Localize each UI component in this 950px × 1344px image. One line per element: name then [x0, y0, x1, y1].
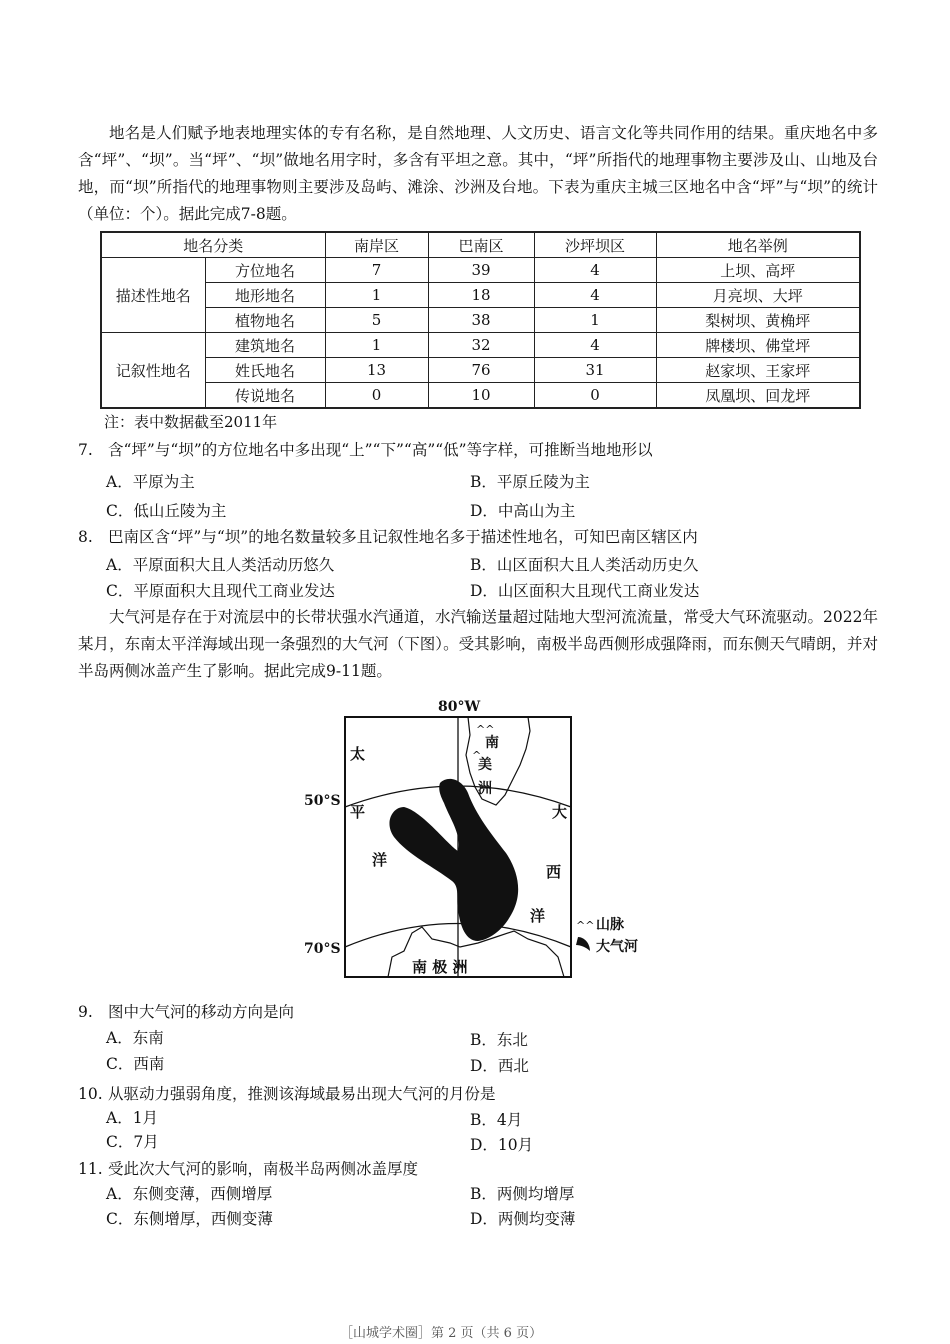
- mountain-icon: ^: [472, 749, 482, 762]
- group-narrative: 记叙性地名: [101, 333, 205, 409]
- cell-shapingba: 4: [534, 258, 656, 283]
- question-9-stem: 9. 图中大气河的移动方向是向: [78, 1003, 295, 1021]
- header-nanan: 南岸区: [325, 232, 428, 258]
- cell-shapingba: 4: [534, 333, 656, 358]
- header-examples: 地名举例: [656, 232, 860, 258]
- cell-shapingba: 1: [534, 308, 656, 333]
- row-type: 方位地名: [205, 258, 325, 283]
- q11-option-b: B．两侧均增厚: [470, 1185, 575, 1203]
- row-type: 地形地名: [205, 283, 325, 308]
- row-type: 植物地名: [205, 308, 325, 333]
- cell-nanan: 5: [325, 308, 428, 333]
- row-type: 姓氏地名: [205, 358, 325, 383]
- q7-option-d: D．中高山为主: [470, 502, 576, 520]
- q7-option-a: A．平原为主: [106, 473, 195, 491]
- label-50s: 50°S: [304, 793, 341, 809]
- cell-nanan: 1: [325, 333, 428, 358]
- question-11-stem: 11. 受此次大气河的影响，南极半岛两侧冰盖厚度: [78, 1160, 419, 1178]
- q10-option-a: A．1月: [106, 1109, 159, 1127]
- cell-banan: 39: [428, 258, 534, 283]
- cell-nanan: 0: [325, 383, 428, 409]
- label-pacific-2: 平: [350, 803, 366, 821]
- label-atlantic-2: 西: [546, 863, 562, 881]
- table-row: [101, 258, 860, 283]
- cell-banan: 10: [428, 383, 534, 409]
- q7-option-c: C．低山丘陵为主: [106, 502, 227, 520]
- table-row: [101, 308, 860, 333]
- header-shapingba: 沙坪坝区: [534, 232, 656, 258]
- q8-option-b: B．山区面积大且人类活动历史久: [470, 556, 699, 574]
- cell-example: 上坝、高坪: [656, 258, 860, 283]
- q8-option-c: C．平原面积大且现代工商业发达: [106, 582, 335, 600]
- cell-example: 凤凰坝、回龙坪: [656, 383, 860, 409]
- question-8-stem: 8. 巴南区含“坪”与“坝”的地名数量较多且记叙性地名多于描述性地名，可知巴南区辖区内: [78, 528, 698, 546]
- label-atlantic-1: 大: [552, 803, 568, 821]
- q9-option-d: D．西北: [470, 1057, 529, 1075]
- table-header-row: [101, 232, 860, 258]
- table-row: [101, 283, 860, 308]
- intro-paragraph-atmospheric-river: 大气河是存在于对流层中的长带状强水汽通道，水汽输送量超过陆地大型河流流量，常受大气环流驱动。2022年某月，东南太平洋海域出现一条强烈的大气河（下图）。受其影响，南极半岛西侧形成强降雨，而东侧天气晴朗，并对半岛两侧冰盖产生了影响。据此完成9-11题。: [78, 608, 878, 680]
- cell-example: 梨树坝、黄桷坪: [656, 308, 860, 333]
- table-row: [101, 333, 860, 358]
- table-row: [101, 383, 860, 409]
- question-7-stem: 7. 含“坪”与“坝”的方位地名中多出现“上”“下”“高”“低”等字样，可推断当地地形以: [78, 441, 653, 459]
- q10-option-c: C．7月: [106, 1133, 159, 1151]
- q11-option-d: D．两侧均变薄: [470, 1210, 576, 1228]
- header-banan: 巴南区: [428, 232, 534, 258]
- q9-option-a: A．东南: [106, 1029, 164, 1047]
- legend-mountain-label: 山脉: [596, 917, 624, 933]
- label-pacific-3: 洋: [372, 851, 388, 869]
- intro-paragraph-place-names: 地名是人们赋予地表地理实体的专有名称，是自然地理、人文历史、语言文化等共同作用的结果。重庆地名中多含“坪”、“坝”。当“坪”、“坝”做地名用字时，多含有平坦之意。其中，“坪”所指代的地理事物主要涉及山、山地及台地，而“坝”所指代的地理事物则主要涉及岛屿、滩涂、沙洲及台地。下表为重庆主城三区地名中含“坪”与“坝”的统计（单位：个）。据此完成7-8题。: [78, 124, 878, 223]
- legend-mountain-icon: ^^: [576, 919, 595, 932]
- label-pacific-1: 太: [350, 745, 366, 763]
- q8-option-d: D．山区面积大且现代工商业发达: [470, 582, 700, 600]
- cell-shapingba: 31: [534, 358, 656, 383]
- row-type: 建筑地名: [205, 333, 325, 358]
- cell-example: 月亮坝、大坪: [656, 283, 860, 308]
- cell-banan: 32: [428, 333, 534, 358]
- label-80w: 80°W: [438, 699, 481, 715]
- q10-option-d: D．10月: [470, 1136, 534, 1154]
- cell-nanan: 1: [325, 283, 428, 308]
- cell-banan: 18: [428, 283, 534, 308]
- atmospheric-river-map: [300, 695, 660, 985]
- label-samerica-1: 南: [485, 735, 499, 751]
- cell-example: 牌楼坝、佛堂坪: [656, 333, 860, 358]
- q8-option-a: A．平原面积大且人类活动历悠久: [106, 556, 335, 574]
- place-name-statistics-table: [100, 231, 861, 409]
- cell-nanan: 13: [325, 358, 428, 383]
- label-samerica-2: 美: [478, 757, 492, 773]
- q9-option-b: B．东北: [470, 1031, 528, 1049]
- q11-option-c: C．东侧增厚，西侧变薄: [106, 1210, 273, 1228]
- page-footer: ［山城学术圈］第 2 页（共 6 页）: [340, 1326, 543, 1341]
- label-atlantic-3: 洋: [530, 907, 546, 925]
- legend-river-label: 大气河: [596, 939, 638, 955]
- question-10-stem: 10. 从驱动力强弱角度，推测该海域最易出现大气河的月份是: [78, 1085, 496, 1103]
- cell-nanan: 7: [325, 258, 428, 283]
- cell-banan: 76: [428, 358, 534, 383]
- label-antarctica: 南 极 洲: [412, 958, 468, 976]
- label-samerica-3: 洲: [478, 781, 492, 797]
- legend-river-icon: [576, 937, 590, 951]
- q7-option-b: B．平原丘陵为主: [470, 473, 590, 491]
- table-note: 注：表中数据截至2011年: [104, 413, 278, 431]
- table-row: [101, 358, 860, 383]
- cell-shapingba: 4: [534, 283, 656, 308]
- cell-shapingba: 0: [534, 383, 656, 409]
- group-descriptive: 描述性地名: [101, 258, 205, 333]
- row-type: 传说地名: [205, 383, 325, 409]
- label-70s: 70°S: [304, 941, 341, 957]
- cell-example: 赵家坝、王家坪: [656, 358, 860, 383]
- header-category: 地名分类: [101, 232, 325, 258]
- q9-option-c: C．西南: [106, 1055, 165, 1073]
- q10-option-b: B．4月: [470, 1111, 523, 1129]
- cell-banan: 38: [428, 308, 534, 333]
- mountain-icon: ^^: [476, 723, 495, 736]
- q11-option-a: A．东侧变薄，西侧增厚: [106, 1185, 273, 1203]
